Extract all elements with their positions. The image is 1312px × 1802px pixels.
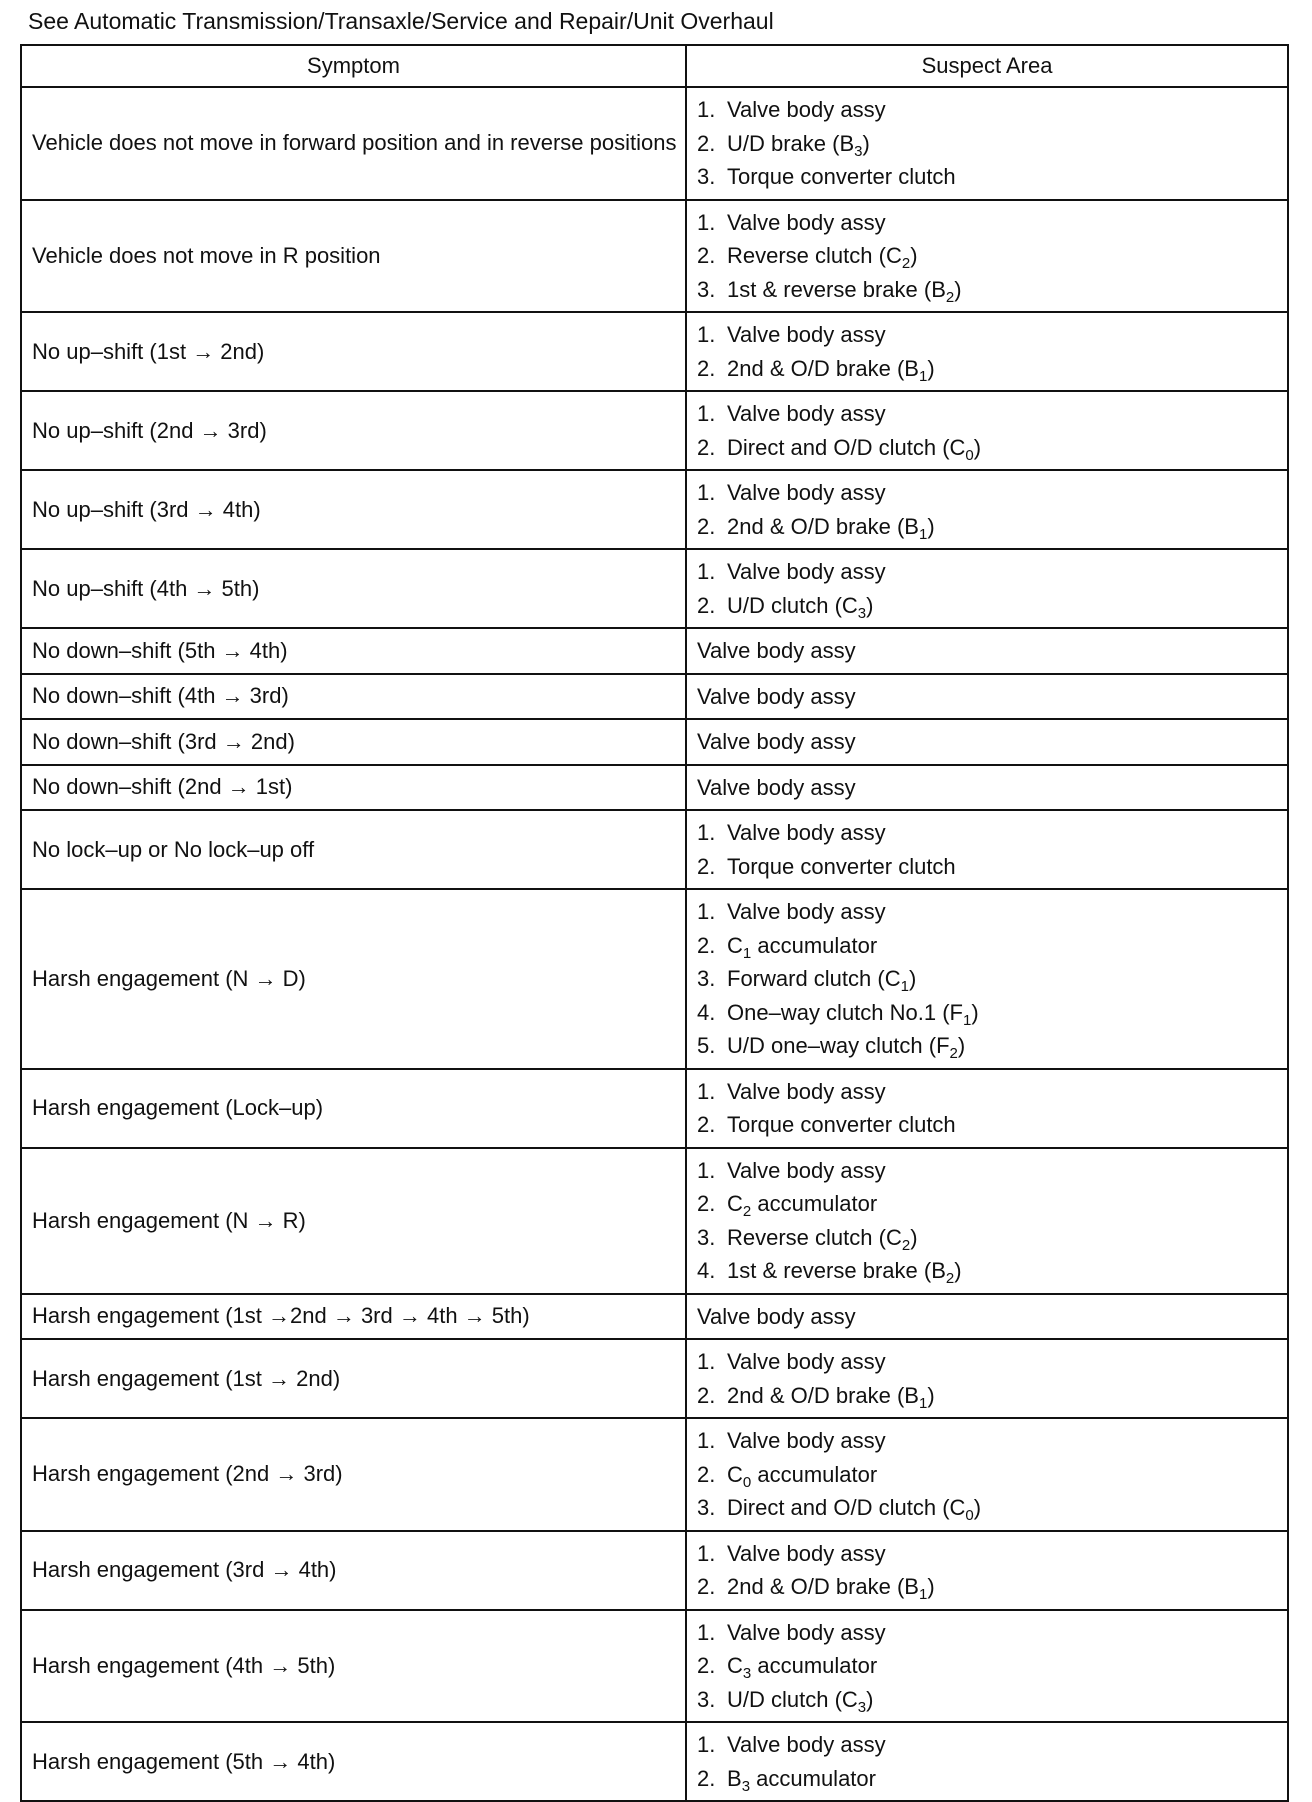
table-row (21, 1294, 1288, 1340)
item-text: Valve body assy (697, 729, 856, 754)
symptom-cell: No down–shift (5th → 4th) (21, 628, 686, 674)
item-text: Valve body assy (697, 1303, 856, 1329)
item-number: 2. (697, 434, 716, 460)
item-number: 4. (697, 1258, 716, 1283)
item-text-tail: ) (927, 513, 935, 539)
suspect-item (697, 1683, 1277, 1717)
symptom-cell: Harsh engagement (Lock–up) (21, 1069, 686, 1148)
table-row (21, 1531, 1288, 1610)
suspect-area-cell (686, 765, 1288, 811)
suspect-area-cell (686, 1069, 1288, 1148)
symptom-cell: Vehicle does not move in R position (21, 200, 686, 313)
item-number: 3. (697, 1224, 716, 1250)
item-text-tail: ) (973, 1495, 982, 1520)
item-number: 1. (697, 1157, 716, 1183)
symptom-cell: Harsh engagement (1st →2nd → 3rd → 4th → 5th) (21, 1294, 686, 1340)
item-text: 2nd & O/D brake (B (727, 1382, 919, 1408)
subscript: 2 (742, 1203, 752, 1220)
item-text: Direct and O/D clutch (C (727, 1495, 966, 1520)
item-text: Torque converter clutch (727, 1112, 956, 1137)
item-text: Reverse clutch (C (727, 243, 902, 268)
item-text-tail: accumulator (750, 1765, 876, 1791)
item-text: Valve body assy (697, 638, 856, 663)
suspect-item (697, 239, 1277, 273)
suspect-area-cell (686, 1722, 1288, 1801)
suspect-area-cell (686, 1610, 1288, 1723)
table-row (21, 391, 1288, 470)
symptom-cell: No up–shift (3rd → 4th) (21, 470, 686, 549)
subscript: 2 (949, 1045, 958, 1062)
table-row (21, 1610, 1288, 1723)
symptom-cell: Harsh engagement (N → R) (21, 1148, 686, 1294)
item-number: 2. (697, 355, 716, 381)
suspect-item (697, 476, 1277, 510)
item-number: 2. (697, 853, 716, 879)
item-number: 1. (697, 899, 716, 924)
table-row (21, 1339, 1288, 1418)
item-text: Valve body assy (697, 774, 856, 800)
suspect-item (697, 850, 1277, 884)
item-text-tail: ) (862, 130, 870, 156)
suspect-item (697, 1491, 1277, 1525)
item-number: 3. (697, 966, 716, 991)
subscript: 1 (918, 1586, 928, 1603)
item-text: Valve body assy (727, 322, 886, 347)
item-number: 1. (697, 559, 716, 584)
suspect-area-cell (686, 1294, 1288, 1340)
item-text-tail: ) (910, 243, 918, 268)
table-row (21, 549, 1288, 628)
item-text-tail: ) (973, 434, 982, 460)
reference-note: See Automatic Transmission/Transaxle/Service and Repair/Unit Overhaul (28, 8, 774, 34)
subscript: 1 (918, 367, 928, 385)
item-number: 2. (697, 1191, 716, 1216)
item-text: Valve body assy (727, 1732, 886, 1757)
item-number: 3. (697, 276, 716, 302)
suspect-area-cell (686, 312, 1288, 391)
suspect-item (697, 1300, 1277, 1334)
suspect-item (697, 1616, 1277, 1650)
suspect-area-cell (686, 200, 1288, 313)
subscript: 1 (918, 525, 928, 543)
item-text: Valve body assy (727, 1349, 886, 1374)
suspect-item (697, 1570, 1277, 1604)
item-number: 2. (697, 592, 716, 618)
item-number: 1. (697, 480, 716, 505)
suspect-item (697, 895, 1277, 929)
table-body (21, 87, 1288, 1801)
suspect-area-cell (686, 810, 1288, 889)
item-number: 4. (697, 999, 716, 1025)
suspect-item (697, 1649, 1277, 1683)
table-row (21, 470, 1288, 549)
suspect-area-column-header: Suspect Area (686, 45, 1288, 87)
symptom-cell: No up–shift (4th → 5th) (21, 549, 686, 628)
item-number: 1. (697, 1732, 716, 1757)
suspect-area-cell (686, 674, 1288, 720)
suspect-area-cell (686, 549, 1288, 628)
suspect-area-cell (686, 628, 1288, 674)
suspect-area-cell (686, 470, 1288, 549)
symptom-cell: Harsh engagement (4th → 5th) (21, 1610, 686, 1723)
suspect-item (697, 1379, 1277, 1413)
table-row (21, 200, 1288, 313)
suspect-item (697, 206, 1277, 240)
item-text-tail: ) (954, 276, 962, 302)
subscript: 1 (742, 944, 752, 962)
item-text-tail: ) (971, 999, 979, 1025)
item-number: 1. (697, 1540, 716, 1566)
symptom-cell: No up–shift (2nd → 3rd) (21, 391, 686, 470)
item-number: 3. (697, 164, 716, 189)
suspect-item (697, 1537, 1277, 1571)
item-text: Valve body assy (727, 1078, 886, 1104)
item-text: U/D one–way clutch (F (727, 1033, 950, 1058)
item-number: 1. (697, 401, 716, 426)
suspect-area-cell (686, 1418, 1288, 1531)
item-text: Valve body assy (727, 401, 886, 426)
item-text: Valve body assy (727, 1619, 886, 1645)
table-row (21, 889, 1288, 1069)
suspect-item (697, 680, 1277, 714)
table-row (21, 1722, 1288, 1801)
suspect-item (697, 1029, 1277, 1063)
subscript: 1 (918, 1394, 928, 1412)
item-text: 2nd & O/D brake (B (727, 355, 919, 381)
item-number: 2. (697, 1765, 716, 1791)
item-number: 3. (697, 1686, 716, 1712)
subscript: 2 (945, 1270, 955, 1287)
table-row (21, 810, 1288, 889)
suspect-item (697, 555, 1277, 589)
table-row (21, 1069, 1288, 1148)
item-number: 2. (697, 513, 716, 539)
item-number: 2. (697, 243, 716, 268)
suspect-item (697, 634, 1277, 668)
suspect-item (697, 431, 1277, 465)
symptom-cell: Harsh engagement (N → D) (21, 889, 686, 1069)
suspect-item (697, 1345, 1277, 1379)
item-number: 1. (697, 1428, 716, 1453)
symptom-table (20, 44, 1289, 1802)
item-number: 1. (697, 1349, 716, 1374)
subscript: 3 (742, 1665, 752, 1682)
item-text: Direct and O/D clutch (C (727, 434, 966, 460)
item-text-tail: ) (908, 966, 917, 991)
item-text: Forward clutch (C (727, 966, 901, 991)
item-number: 2. (697, 1574, 716, 1599)
suspect-item (697, 1424, 1277, 1458)
symptom-cell: Vehicle does not move in forward position and in reverse positions (21, 87, 686, 200)
item-text: Reverse clutch (C (727, 1224, 902, 1250)
item-text: Valve body assy (727, 209, 886, 235)
suspect-area-cell (686, 889, 1288, 1069)
suspect-item (697, 1254, 1277, 1288)
suspect-item (697, 1187, 1277, 1221)
suspect-item (697, 318, 1277, 352)
item-number: 2. (697, 1112, 716, 1137)
symptom-cell: No up–shift (1st → 2nd) (21, 312, 686, 391)
symptom-column-header: Symptom (21, 45, 686, 87)
subscript: 2 (945, 288, 955, 306)
item-number: 1. (697, 322, 716, 347)
symptom-cell: Harsh engagement (3rd → 4th) (21, 1531, 686, 1610)
suspect-item (697, 1154, 1277, 1188)
item-text: Valve body assy (727, 97, 886, 122)
item-text-tail: ) (910, 1224, 918, 1250)
item-text: Torque converter clutch (727, 164, 956, 189)
item-text: 2nd & O/D brake (B (727, 513, 919, 539)
item-text-tail: ) (927, 355, 935, 381)
item-number: 2. (697, 130, 716, 156)
item-text: Valve body assy (727, 820, 886, 845)
item-text: U/D brake (B (727, 130, 855, 156)
item-text: 1st & reverse brake (B (727, 1258, 946, 1283)
item-text-tail: ) (866, 592, 874, 618)
item-number: 3. (697, 1495, 716, 1520)
subscript: 3 (857, 1698, 867, 1716)
item-text: Valve body assy (727, 559, 886, 584)
item-text-tail: accumulator (751, 1191, 878, 1216)
subscript: 1 (962, 1011, 972, 1029)
suspect-area-cell (686, 719, 1288, 765)
suspect-area-cell (686, 1339, 1288, 1418)
subscript: 2 (901, 255, 911, 272)
suspect-item (697, 929, 1277, 963)
item-number: 1. (697, 1078, 716, 1104)
symptom-cell: No down–shift (3rd → 2nd) (21, 719, 686, 765)
subscript: 3 (857, 604, 867, 622)
subscript: 2 (901, 1236, 911, 1254)
table-row (21, 312, 1288, 391)
symptom-cell: Harsh engagement (2nd → 3rd) (21, 1418, 686, 1531)
item-number: 2. (697, 1653, 716, 1678)
item-text-tail: ) (957, 1033, 966, 1058)
item-text: B (727, 1765, 742, 1791)
table-row (21, 765, 1288, 811)
suspect-item (697, 93, 1277, 127)
item-text-tail: accumulator (751, 1653, 878, 1678)
item-number: 1. (697, 820, 716, 845)
item-text: Valve body assy (727, 1540, 886, 1566)
subscript: 1 (900, 978, 909, 995)
subscript: 0 (965, 446, 974, 464)
suspect-item (697, 589, 1277, 623)
suspect-item (697, 725, 1277, 759)
table-header-row (21, 45, 1288, 87)
item-text: U/D clutch (C (727, 1686, 858, 1712)
suspect-item (697, 1728, 1277, 1762)
suspect-item (697, 771, 1277, 805)
item-text: Valve body assy (727, 1428, 886, 1453)
suspect-item (697, 160, 1277, 194)
suspect-item (697, 816, 1277, 850)
table-row (21, 628, 1288, 674)
item-number: 1. (697, 97, 716, 122)
suspect-area-cell (686, 1148, 1288, 1294)
item-number: 2. (697, 1461, 716, 1487)
suspect-item (697, 996, 1277, 1030)
subscript: 3 (741, 1777, 751, 1795)
item-text-tail: accumulator (751, 932, 878, 958)
item-text-tail: accumulator (751, 1461, 878, 1487)
suspect-item (697, 962, 1277, 996)
suspect-area-cell (686, 391, 1288, 470)
symptom-cell: No down–shift (2nd → 1st) (21, 765, 686, 811)
item-text: C (727, 932, 743, 958)
item-text: 1st & reverse brake (B (727, 276, 946, 302)
item-text: 2nd & O/D brake (B (727, 1574, 919, 1599)
suspect-item (697, 1458, 1277, 1492)
symptom-cell: No lock–up or No lock–up off (21, 810, 686, 889)
item-number: 1. (697, 209, 716, 235)
table-row (21, 719, 1288, 765)
item-text-tail: ) (927, 1574, 935, 1599)
item-text: C (727, 1191, 743, 1216)
item-number: 2. (697, 932, 716, 958)
suspect-item (697, 127, 1277, 161)
item-number: 2. (697, 1382, 716, 1408)
item-text: Valve body assy (697, 683, 856, 709)
suspect-item (697, 1762, 1277, 1796)
item-text: Torque converter clutch (727, 853, 956, 879)
item-text-tail: ) (927, 1382, 935, 1408)
table-row (21, 1418, 1288, 1531)
suspect-item (697, 273, 1277, 307)
item-text-tail: ) (954, 1258, 962, 1283)
subscript: 0 (742, 1473, 752, 1491)
suspect-item (697, 352, 1277, 386)
suspect-item (697, 1108, 1277, 1142)
suspect-item (697, 397, 1277, 431)
table-row (21, 1148, 1288, 1294)
item-text: C (727, 1461, 743, 1487)
suspect-area-cell (686, 1531, 1288, 1610)
item-text-tail: ) (866, 1686, 874, 1712)
item-text: C (727, 1653, 743, 1678)
suspect-item (697, 510, 1277, 544)
symptom-cell: No down–shift (4th → 3rd) (21, 674, 686, 720)
item-number: 1. (697, 1619, 716, 1645)
subscript: 3 (854, 142, 863, 160)
item-text: Valve body assy (727, 480, 886, 505)
item-text: Valve body assy (727, 899, 886, 924)
suspect-item (697, 1221, 1277, 1255)
suspect-area-cell (686, 87, 1288, 200)
item-text: U/D clutch (C (727, 592, 858, 618)
suspect-item (697, 1075, 1277, 1109)
table-row (21, 674, 1288, 720)
item-number: 5. (697, 1033, 716, 1058)
table-row (21, 87, 1288, 200)
symptom-cell: Harsh engagement (5th → 4th) (21, 1722, 686, 1801)
item-text: One–way clutch No.1 (F (727, 999, 963, 1025)
item-text: Valve body assy (727, 1157, 886, 1183)
symptom-cell: Harsh engagement (1st → 2nd) (21, 1339, 686, 1418)
subscript: 0 (965, 1507, 974, 1524)
